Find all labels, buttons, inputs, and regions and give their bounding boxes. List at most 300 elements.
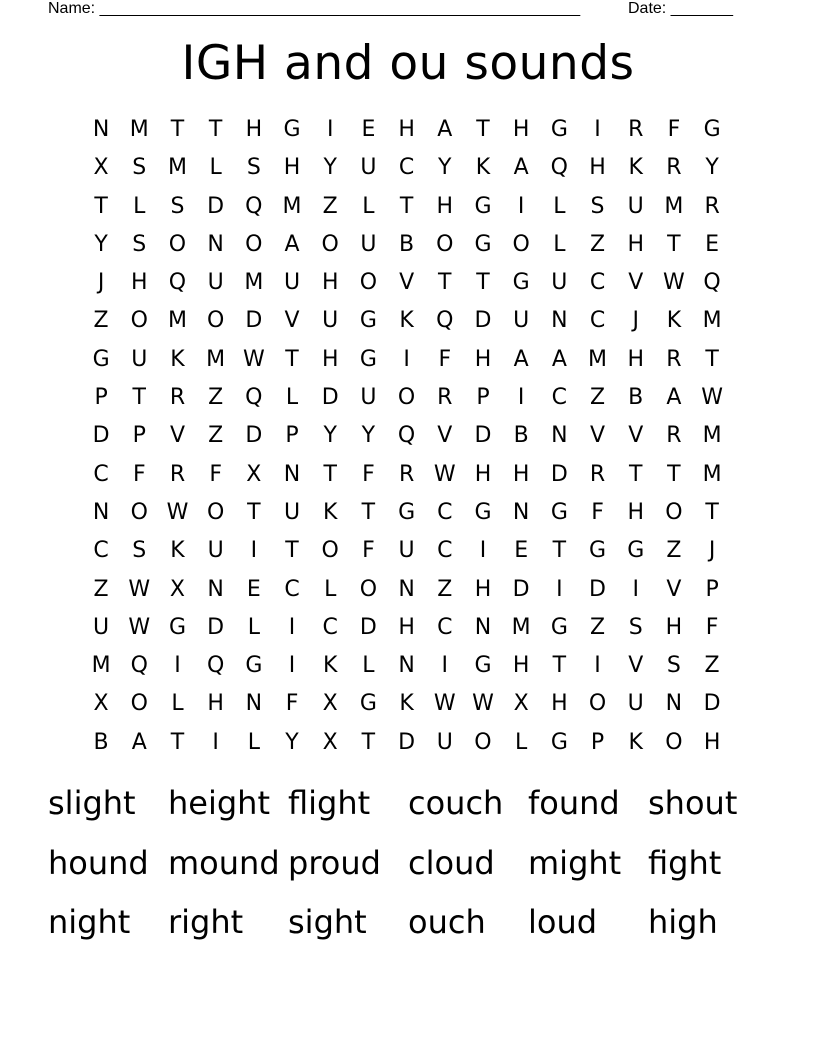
grid-letter[interactable]: T	[170, 117, 185, 142]
grid-letter[interactable]: Z	[589, 231, 606, 257]
grid-letter[interactable]: S	[132, 231, 147, 257]
grid-letter[interactable]: H	[321, 270, 339, 296]
grid-letter[interactable]: M	[511, 614, 531, 640]
grid-letter[interactable]: M	[91, 653, 111, 679]
grid-letter[interactable]: I	[212, 729, 219, 755]
grid-letter[interactable]: M	[206, 346, 226, 372]
grid-letter[interactable]: T	[94, 193, 108, 219]
grid-letter[interactable]: N	[92, 117, 110, 142]
grid-letter[interactable]: I	[326, 117, 334, 142]
grid-letter[interactable]: V	[590, 423, 606, 449]
grid-letter[interactable]: H	[436, 193, 454, 219]
grid-letter[interactable]: M	[702, 423, 722, 449]
word-bank-item: mound	[168, 843, 280, 882]
grid-letter[interactable]: W	[242, 346, 265, 372]
grid-letter[interactable]: H	[551, 691, 568, 717]
grid-letter[interactable]: N	[283, 461, 301, 487]
grid-letter[interactable]: T	[552, 653, 567, 679]
grid-letter[interactable]: U	[360, 385, 377, 411]
grid-letter[interactable]: G	[283, 117, 301, 142]
grid-letter[interactable]: V	[399, 270, 415, 296]
grid-letter[interactable]: V	[666, 576, 682, 602]
grid-letter[interactable]: T	[476, 117, 490, 142]
grid-letter[interactable]: K	[666, 308, 682, 334]
grid-letter[interactable]: F	[362, 538, 375, 564]
grid-letter[interactable]: O	[130, 308, 148, 334]
grid-letter[interactable]: K	[170, 538, 185, 564]
grid-letter[interactable]: U	[513, 308, 530, 334]
grid-letter[interactable]: T	[628, 461, 643, 487]
grid-letter[interactable]: Q	[245, 385, 263, 411]
grid-letter[interactable]: J	[632, 308, 639, 334]
grid-letter[interactable]: U	[207, 538, 224, 564]
grid-letter[interactable]: T	[705, 346, 719, 372]
word-bank-item: found	[528, 784, 620, 822]
grid-letter[interactable]: Q	[245, 193, 263, 219]
grid-letter[interactable]: G	[474, 193, 492, 219]
grid-letter[interactable]: D	[398, 729, 416, 755]
grid-letter[interactable]: U	[131, 346, 148, 372]
grid-letter[interactable]: U	[283, 270, 301, 296]
grid-letter[interactable]: I	[594, 653, 601, 679]
grid-letter[interactable]: I	[517, 385, 525, 411]
word-bank-item: cloud	[408, 843, 495, 882]
grid-letter[interactable]: R	[169, 385, 186, 411]
grid-letter[interactable]: O	[436, 231, 454, 257]
grid-letter[interactable]: Y	[361, 423, 376, 449]
grid-letter[interactable]: E	[246, 576, 261, 602]
grid-letter[interactable]: O	[321, 538, 339, 564]
grid-letter[interactable]: X	[93, 155, 109, 181]
grid-letter[interactable]: U	[627, 193, 644, 219]
grid-letter[interactable]: L	[171, 691, 184, 717]
grid-letter[interactable]: Q	[206, 653, 225, 679]
grid-letter[interactable]: W	[663, 270, 685, 296]
grid-letter[interactable]: L	[209, 155, 222, 181]
grid-letter[interactable]: R	[666, 423, 682, 449]
grid-letter[interactable]: L	[553, 231, 566, 257]
grid-letter[interactable]: Y	[285, 729, 299, 755]
grid-letter[interactable]: H	[627, 346, 644, 372]
grid-letter[interactable]: T	[323, 461, 337, 487]
grid-letter[interactable]: O	[665, 499, 683, 525]
grid-letter[interactable]: S	[170, 193, 185, 219]
grid-letter[interactable]: P	[705, 576, 719, 602]
grid-letter[interactable]: R	[666, 155, 682, 181]
grid-letter[interactable]: C	[589, 270, 606, 296]
grid-letter[interactable]: T	[361, 499, 376, 525]
grid-letter[interactable]: A	[131, 729, 147, 755]
grid-letter[interactable]: G	[550, 729, 568, 755]
grid-letter[interactable]: F	[438, 346, 452, 372]
grid-letter[interactable]: K	[399, 691, 414, 717]
grid-letter[interactable]: Y	[323, 155, 337, 181]
grid-letter[interactable]: O	[359, 576, 378, 602]
grid-letter[interactable]: O	[245, 231, 263, 257]
grid-letter[interactable]: W	[128, 576, 151, 602]
grid-letter[interactable]: Z	[208, 385, 224, 411]
grid-letter[interactable]: I	[632, 576, 639, 602]
grid-letter[interactable]: Q	[703, 270, 721, 296]
grid-letter[interactable]: U	[93, 614, 110, 640]
grid-letter[interactable]: H	[398, 117, 415, 142]
grid-letter[interactable]: S	[246, 155, 261, 181]
grid-letter[interactable]: Y	[438, 155, 452, 181]
grid-letter[interactable]: M	[244, 270, 264, 296]
word-search-grid	[82, 111, 731, 762]
grid-letter[interactable]: V	[628, 653, 644, 679]
grid-letter[interactable]: T	[438, 270, 452, 296]
grid-letter[interactable]: R	[589, 461, 606, 487]
grid-letter[interactable]: P	[132, 423, 146, 449]
grid-letter[interactable]: H	[474, 461, 492, 487]
grid-letter[interactable]: C	[589, 308, 606, 334]
grid-letter[interactable]: K	[628, 729, 643, 755]
grid-letter[interactable]: G	[92, 346, 110, 372]
grid-letter[interactable]: K	[475, 155, 491, 181]
grid-letter[interactable]: C	[322, 614, 338, 640]
grid-letter[interactable]: S	[666, 653, 681, 679]
grid-letter[interactable]: K	[323, 653, 338, 679]
grid-letter[interactable]: W	[128, 614, 151, 640]
grid-letter[interactable]: I	[288, 653, 296, 679]
grid-letter[interactable]: U	[360, 231, 377, 257]
grid-letter[interactable]: F	[132, 461, 146, 487]
grid-letter[interactable]: S	[590, 193, 605, 219]
grid-letter[interactable]: I	[517, 193, 525, 219]
grid-letter[interactable]: J	[708, 538, 716, 564]
grid-letter[interactable]: T	[705, 499, 719, 525]
grid-letter[interactable]: O	[130, 691, 148, 717]
grid-letter[interactable]: N	[398, 576, 415, 602]
grid-letter[interactable]: H	[512, 653, 530, 679]
grid-letter[interactable]: B	[628, 385, 644, 411]
grid-letter[interactable]: P	[94, 385, 108, 411]
grid-letter[interactable]: U	[322, 308, 339, 334]
grid-letter[interactable]: A	[666, 385, 682, 411]
grid-letter[interactable]: N	[207, 576, 224, 602]
grid-letter[interactable]: H	[665, 614, 683, 640]
grid-letter[interactable]: T	[476, 270, 490, 296]
grid-letter[interactable]: H	[703, 729, 721, 755]
grid-letter[interactable]: R	[398, 461, 415, 487]
word-bank-item: night	[48, 903, 131, 941]
grid-letter[interactable]: C	[437, 614, 453, 640]
grid-letter[interactable]: B	[399, 231, 415, 257]
grid-letter[interactable]: R	[169, 461, 186, 487]
grid-letter[interactable]: G	[550, 614, 568, 640]
grid-letter[interactable]: W	[701, 385, 723, 411]
grid-letter[interactable]: S	[132, 155, 147, 181]
grid-letter[interactable]: G	[359, 308, 377, 334]
grid-letter[interactable]: F	[285, 691, 299, 717]
grid-letter[interactable]: D	[245, 423, 263, 449]
grid-letter[interactable]: Z	[93, 576, 109, 602]
grid-letter[interactable]: F	[667, 117, 681, 142]
grid-letter[interactable]: L	[247, 729, 260, 755]
grid-letter[interactable]: H	[207, 691, 224, 717]
grid-letter[interactable]: D	[359, 614, 377, 640]
grid-letter[interactable]: M	[588, 346, 608, 372]
grid-letter[interactable]: K	[170, 346, 185, 372]
grid-letter[interactable]: D	[512, 576, 530, 602]
grid-letter[interactable]: B	[513, 423, 529, 449]
grid-letter[interactable]: G	[550, 499, 568, 525]
grid-letter[interactable]: Z	[589, 614, 606, 640]
grid-letter[interactable]: A	[437, 117, 453, 142]
grid-letter[interactable]: L	[285, 385, 299, 411]
grid-letter[interactable]: X	[322, 691, 338, 717]
grid-letter[interactable]: P	[285, 423, 299, 449]
grid-letter[interactable]: H	[474, 346, 492, 372]
grid-letter[interactable]: O	[321, 231, 339, 257]
grid-letter[interactable]: D	[589, 576, 606, 602]
grid-letter[interactable]: I	[403, 346, 410, 372]
grid-letter[interactable]: H	[398, 614, 415, 640]
grid-letter[interactable]: X	[93, 691, 109, 717]
grid-letter[interactable]: H	[512, 461, 530, 487]
word-bank-item: shout	[648, 784, 738, 822]
grid-letter[interactable]: F	[209, 461, 222, 487]
word-bank-item: might	[528, 843, 622, 882]
grid-letter[interactable]: G	[398, 499, 416, 525]
grid-letter[interactable]: Z	[93, 308, 109, 334]
date-field-label[interactable]: Date: _______	[628, 0, 733, 17]
grid-letter[interactable]: W	[166, 499, 189, 525]
grid-letter[interactable]: G	[627, 538, 645, 564]
grid-letter[interactable]: C	[398, 155, 415, 181]
grid-letter[interactable]: K	[399, 308, 414, 334]
grid-letter[interactable]: K	[628, 155, 643, 181]
grid-letter[interactable]: A	[513, 346, 529, 372]
grid-letter[interactable]: V	[437, 423, 453, 449]
grid-letter[interactable]: Z	[437, 576, 453, 602]
grid-letter[interactable]: I	[594, 117, 601, 142]
grid-letter[interactable]: U	[436, 729, 453, 755]
grid-letter[interactable]: L	[515, 729, 528, 755]
grid-letter[interactable]: Y	[94, 231, 108, 257]
grid-letter[interactable]: G	[168, 614, 186, 640]
word-bank-item: right	[168, 903, 244, 941]
grid-letter[interactable]: G	[359, 346, 377, 372]
grid-letter[interactable]: U	[627, 691, 644, 717]
grid-letter[interactable]: S	[132, 538, 147, 564]
grid-letter[interactable]: I	[174, 653, 181, 679]
grid-letter[interactable]: D	[474, 308, 492, 334]
grid-letter[interactable]: Z	[666, 538, 682, 564]
grid-letter[interactable]: G	[359, 691, 377, 717]
grid-letter[interactable]: A	[284, 231, 300, 257]
grid-letter[interactable]: C	[437, 499, 453, 525]
grid-letter[interactable]: C	[93, 461, 109, 487]
grid-letter[interactable]: D	[703, 691, 721, 717]
grid-letter[interactable]: U	[207, 270, 224, 296]
grid-letter[interactable]: A	[513, 155, 529, 181]
grid-letter[interactable]: H	[627, 499, 644, 525]
grid-letter[interactable]: N	[665, 691, 683, 717]
grid-letter[interactable]: O	[397, 385, 416, 411]
grid-letter[interactable]: Q	[130, 653, 148, 679]
grid-letter[interactable]: F	[705, 614, 719, 640]
grid-letter[interactable]: N	[551, 423, 568, 449]
grid-letter[interactable]: Y	[323, 423, 337, 449]
grid-letter[interactable]: T	[208, 117, 223, 142]
grid-letter[interactable]: K	[323, 499, 338, 525]
grid-letter[interactable]: N	[92, 499, 110, 525]
grid-letter[interactable]: U	[360, 155, 377, 181]
grid-letter[interactable]: P	[590, 729, 605, 755]
grid-letter[interactable]: D	[92, 423, 110, 449]
grid-letter[interactable]: V	[628, 423, 644, 449]
grid-letter[interactable]: M	[664, 193, 684, 219]
grid-letter[interactable]: W	[433, 691, 456, 717]
grid-letter[interactable]: I	[479, 538, 487, 564]
grid-letter[interactable]: I	[556, 576, 563, 602]
grid-letter[interactable]: M	[282, 193, 302, 219]
grid-letter[interactable]: D	[207, 614, 225, 640]
grid-letter[interactable]: C	[437, 538, 453, 564]
grid-letter[interactable]: L	[362, 193, 375, 219]
grid-letter[interactable]: T	[667, 231, 681, 257]
grid-letter[interactable]: D	[321, 385, 339, 411]
grid-letter[interactable]: Z	[589, 385, 606, 411]
grid-letter[interactable]: G	[550, 117, 568, 142]
grid-letter[interactable]: M	[702, 308, 722, 334]
grid-letter[interactable]: R	[628, 117, 644, 142]
grid-letter[interactable]: N	[551, 308, 568, 334]
grid-letter[interactable]: T	[247, 499, 261, 525]
grid-letter[interactable]: I	[288, 614, 296, 640]
grid-letter[interactable]: O	[665, 729, 683, 755]
grid-letter[interactable]: N	[398, 653, 415, 679]
grid-letter[interactable]: E	[705, 231, 720, 257]
grid-letter[interactable]: G	[474, 653, 492, 679]
grid-letter[interactable]: G	[589, 538, 607, 564]
grid-letter[interactable]: Z	[322, 193, 338, 219]
grid-letter[interactable]: G	[474, 231, 492, 257]
grid-letter[interactable]: H	[589, 155, 606, 181]
grid-letter[interactable]: J	[97, 270, 105, 296]
grid-letter[interactable]: G	[512, 270, 530, 296]
grid-letter[interactable]: Y	[705, 155, 719, 181]
grid-letter[interactable]: U	[551, 270, 568, 296]
grid-letter[interactable]: Q	[436, 308, 454, 334]
grid-letter[interactable]: L	[362, 653, 375, 679]
grid-letter[interactable]: N	[207, 231, 224, 257]
grid-letter[interactable]: B	[93, 729, 109, 755]
grid-letter[interactable]: T	[667, 461, 681, 487]
grid-letter[interactable]: H	[321, 346, 339, 372]
grid-letter[interactable]: C	[284, 576, 300, 602]
word-bank-item: flight	[288, 784, 371, 822]
grid-letter[interactable]: Z	[208, 423, 224, 449]
grid-letter[interactable]: Z	[704, 653, 720, 679]
grid-letter[interactable]: O	[206, 308, 225, 334]
grid-letter[interactable]: T	[170, 729, 185, 755]
grid-letter[interactable]: D	[550, 461, 568, 487]
grid-letter[interactable]: C	[93, 538, 109, 564]
grid-letter[interactable]: T	[552, 538, 567, 564]
grid-letter[interactable]: O	[588, 691, 607, 717]
name-field-label[interactable]: Name: ______________________________________________________	[48, 0, 581, 17]
grid-letter[interactable]: F	[362, 461, 375, 487]
grid-letter[interactable]: H	[245, 117, 263, 142]
grid-letter[interactable]: V	[628, 270, 644, 296]
grid-letter[interactable]: W	[433, 461, 456, 487]
grid-letter[interactable]: L	[133, 193, 146, 219]
grid-letter[interactable]: G	[245, 653, 263, 679]
grid-letter[interactable]: X	[246, 461, 262, 487]
grid-letter[interactable]: X	[322, 729, 338, 755]
grid-letter[interactable]: V	[284, 308, 300, 334]
grid-letter[interactable]: T	[285, 346, 299, 372]
grid-letter[interactable]: T	[285, 538, 299, 564]
grid-letter[interactable]: E	[361, 117, 376, 142]
grid-letter[interactable]: N	[512, 499, 530, 525]
grid-letter[interactable]: D	[245, 308, 263, 334]
grid-letter[interactable]: T	[361, 729, 376, 755]
grid-letter[interactable]: H	[627, 231, 644, 257]
grid-letter[interactable]: T	[399, 193, 414, 219]
grid-letter[interactable]: D	[474, 423, 492, 449]
grid-letter[interactable]: A	[551, 346, 567, 372]
grid-letter[interactable]: T	[132, 385, 146, 411]
grid-letter[interactable]: X	[169, 576, 185, 602]
grid-letter[interactable]: O	[359, 270, 378, 296]
grid-letter[interactable]: N	[474, 614, 492, 640]
grid-letter[interactable]: L	[553, 193, 566, 219]
grid-letter[interactable]: Q	[550, 155, 568, 181]
grid-letter[interactable]: H	[283, 155, 301, 181]
grid-letter[interactable]: M	[129, 117, 149, 142]
grid-letter[interactable]: L	[324, 576, 337, 602]
grid-letter[interactable]: Q	[397, 423, 416, 449]
grid-letter[interactable]: G	[703, 117, 721, 142]
grid-letter[interactable]: U	[283, 499, 301, 525]
grid-letter[interactable]: E	[514, 538, 529, 564]
grid-letter[interactable]: U	[398, 538, 415, 564]
grid-letter[interactable]: G	[474, 499, 492, 525]
grid-letter[interactable]: W	[472, 691, 494, 717]
grid-letter[interactable]: D	[207, 193, 225, 219]
grid-letter[interactable]: R	[437, 385, 453, 411]
grid-letter[interactable]: O	[168, 231, 187, 257]
grid-letter[interactable]: O	[206, 499, 225, 525]
grid-letter[interactable]: Q	[168, 270, 187, 296]
grid-letter[interactable]: M	[167, 155, 187, 181]
grid-letter[interactable]: R	[704, 193, 720, 219]
grid-letter[interactable]: H	[474, 576, 492, 602]
grid-letter[interactable]: P	[476, 385, 490, 411]
grid-letter[interactable]: I	[441, 653, 449, 679]
grid-letter[interactable]: O	[474, 729, 492, 755]
grid-letter[interactable]: I	[250, 538, 258, 564]
grid-letter[interactable]: F	[591, 499, 604, 525]
grid-letter[interactable]: L	[247, 614, 260, 640]
grid-letter[interactable]: V	[169, 423, 185, 449]
grid-letter[interactable]: S	[628, 614, 643, 640]
grid-letter[interactable]: H	[131, 270, 148, 296]
grid-letter[interactable]: M	[702, 461, 722, 487]
grid-letter[interactable]: O	[512, 231, 530, 257]
grid-letter[interactable]: R	[666, 346, 682, 372]
grid-letter[interactable]: X	[513, 691, 529, 717]
grid-letter[interactable]: N	[245, 691, 263, 717]
grid-letter[interactable]: M	[167, 308, 187, 334]
grid-letter[interactable]: C	[551, 385, 568, 411]
grid-letter[interactable]: H	[512, 117, 530, 142]
grid-letter[interactable]: O	[130, 499, 148, 525]
